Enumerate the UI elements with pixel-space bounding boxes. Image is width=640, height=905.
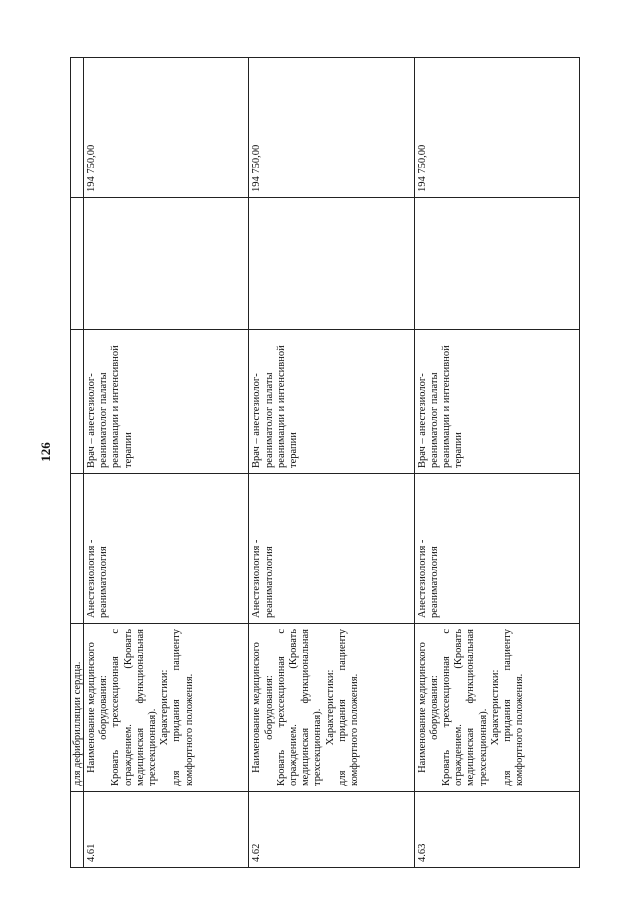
equipment-characteristics-label: Характеристики: [159, 669, 171, 746]
equipment-alt-name: (Кровать медицинская функциональная трехсекционная). [453, 629, 489, 786]
price: 194 750,00 [84, 58, 249, 198]
blank-cell [414, 198, 579, 330]
equipment-description [84, 624, 249, 792]
cell-blank [71, 198, 84, 330]
equipment-characteristics-label: Характеристики: [324, 669, 336, 746]
blank-cell [84, 198, 249, 330]
cell-staff [71, 330, 84, 474]
cell-continuation: для дефибрилляции сердца. [71, 624, 84, 792]
equipment-name: Кровать трехсекционная с ограждением. [275, 629, 299, 786]
row-number: 4.61 [84, 792, 249, 868]
table-body [71, 58, 580, 868]
equipment-name: Кровать трехсекционная с ограждением. [110, 629, 134, 786]
staff-position: Врач – анестезиолог-реаниматолог палаты реанимации и интенсивной терапии [414, 330, 579, 474]
table-row [249, 58, 414, 868]
equipment-name-label: Наименование медицинского оборудования: [86, 642, 110, 773]
staff-position: Врач – анестезиолог-реаниматолог палаты реанимации и интенсивной терапии [84, 330, 249, 474]
row-number: 4.63 [414, 792, 579, 868]
price: 194 750,00 [249, 58, 414, 198]
price: 194 750,00 [414, 58, 579, 198]
equipment-characteristics: для придания пациенту комфортного положения. [336, 629, 360, 786]
specialty: Анестезиология - реаниматология [414, 474, 579, 624]
specialty: Анестезиология - реаниматология [84, 474, 249, 624]
equipment-characteristics: для придания пациенту комфортного положения. [502, 629, 526, 786]
table-row [84, 58, 249, 868]
blank-cell [249, 198, 414, 330]
equipment-description [414, 624, 579, 792]
equipment-table-frame [70, 58, 580, 868]
equipment-table [70, 57, 580, 868]
staff-position: Врач – анестезиолог-реаниматолог палаты реанимации и интенсивной терапии [249, 330, 414, 474]
equipment-name: Кровать трехсекционная с ограждением. [441, 629, 465, 786]
equipment-characteristics: для придания пациенту комфортного положения. [171, 629, 195, 786]
row-number: 4.62 [249, 792, 414, 868]
equipment-alt-name: (Кровать медицинская функциональная трехсекционная). [122, 629, 159, 786]
table-row [414, 58, 579, 868]
page-number: 126 [38, 442, 53, 462]
specialty: Анестезиология - реаниматология [249, 474, 414, 624]
cell-num [71, 792, 84, 868]
equipment-name-label: Наименование медицинского оборудования: [416, 642, 440, 773]
equipment-characteristics-label: Характеристики: [489, 669, 501, 746]
equipment-alt-name: (Кровать медицинская функциональная трехсекционная). [287, 629, 324, 786]
table-row-continuation [71, 58, 84, 868]
cell-specialty [71, 474, 84, 624]
equipment-name-label: Наименование медицинского оборудования: [251, 642, 275, 773]
cell-price [71, 58, 84, 198]
equipment-description [249, 624, 414, 792]
